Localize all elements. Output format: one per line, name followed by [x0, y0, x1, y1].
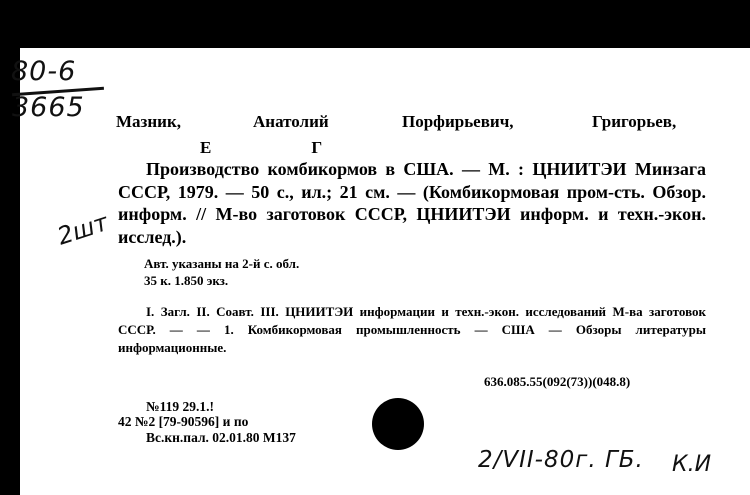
price-print-run: 35 к. 1.850 экз. [144, 273, 229, 288]
classification-code: 636.085.55(092(73))(048.8) [484, 374, 631, 389]
registry-line-2: 42 №2 [79-90596] и по [118, 414, 249, 429]
author-patronymic: Порфирьевич, [402, 112, 514, 131]
margin-copy-count: 2шт [54, 208, 112, 251]
registry-line-3: Вс.кн.пал. 02.01.80 М137 [146, 430, 296, 445]
card-punch-hole [372, 398, 424, 450]
handwritten-date-note: 2/VII-80г. ГБ. [478, 447, 644, 473]
coauthor-surname: Григорьев, [592, 112, 677, 131]
shelf-mark-top: 80-6 [11, 56, 77, 87]
authors-note: Авт. указаны на 2-й с. обл. [144, 256, 300, 271]
shelf-mark-bottom: 3665 [12, 92, 85, 123]
scanner-top-border [0, 0, 750, 48]
title-description: Производство комбикормов в США. — М. : ЦНИИТЭИ Минзага СССР, 1979. — 50 с., ил.; 21 см. — (Комбикормовая пром-сть. Обзор. информ. // М-во заготовок СССР, ЦНИИТЭИ информ. и техн.-экон. исслед.). [118, 159, 706, 247]
initial-1: Е [200, 138, 212, 157]
handwritten-signature: К.И [672, 452, 712, 477]
initial-2: Г [311, 138, 323, 157]
subject-tracing: I. Загл. II. Соавт. III. ЦНИИТЭИ информации и техн.-экон. исследований М-ва заготовок СССР. — — 1. Комбикормовая промышленность — США — Обзоры литературы информационные. [118, 304, 706, 355]
author-first-name: Анатолий [253, 112, 329, 131]
coauthor-initials [200, 138, 322, 158]
registry-line-1: №119 29.1.! [146, 399, 214, 414]
author-surname: Мазник, [116, 112, 182, 131]
